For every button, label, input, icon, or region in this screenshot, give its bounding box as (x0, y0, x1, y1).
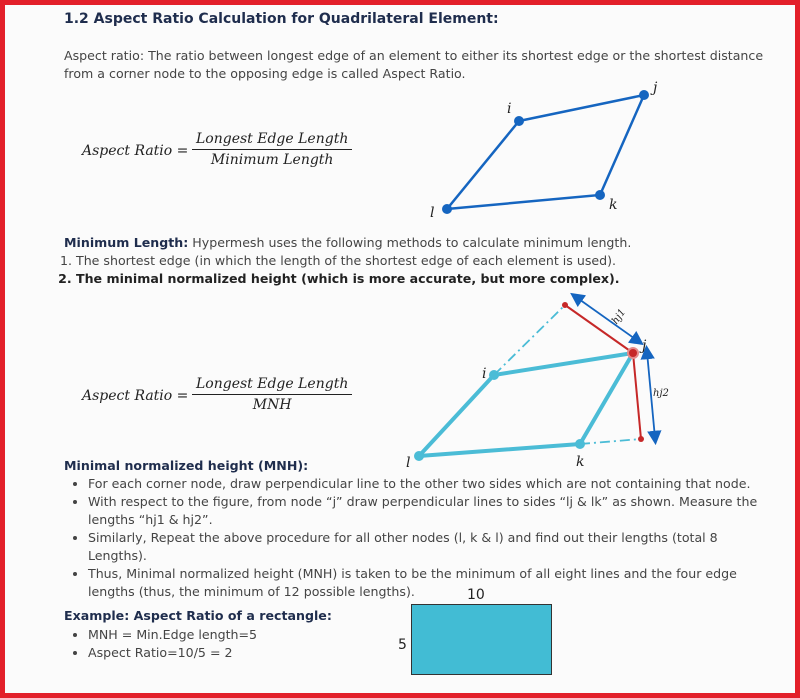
list-item: • With respect to the figure, from node “j” draw perpendicular lines to sides “lj & lk” as shown. Measure the lengths “hj1 & hj2”. (88, 493, 766, 529)
perpendicular-hj2 (633, 353, 641, 439)
node-l-dot (414, 451, 424, 461)
hj2-label: hj2 (653, 388, 669, 399)
formula2-lhs: Aspect Ratio = (82, 388, 189, 404)
node-l-label: l (430, 205, 435, 221)
foot-hj2-dot (638, 436, 644, 442)
example-rectangle (411, 604, 552, 675)
mnh-heading: Minimal normalized height (MNH): (64, 458, 309, 473)
minimum-length-heading: Minimum Length: (64, 235, 189, 250)
rect-width-label: 10 (467, 587, 485, 603)
formula2-fraction (192, 376, 352, 413)
intro-line-2: from a corner node to the opposing edge is called Aspect Ratio. (64, 66, 466, 81)
node-k-label: k (609, 197, 618, 213)
quad-diagram-1 (420, 78, 680, 228)
formula2-numerator: Longest Edge Length (192, 376, 352, 395)
node-j-label: j (653, 80, 658, 96)
node-k-dot (595, 190, 605, 200)
formula1-lhs: Aspect Ratio = (82, 143, 189, 159)
minimum-length-text: Hypermesh uses the following methods to calculate minimum length. (188, 235, 632, 250)
list-item: • Similarly, Repeat the above procedure for all other nodes (l, k & l) and find out their lengths (total 8 Lengths). (88, 529, 766, 565)
quad-diagram-2 (400, 292, 680, 472)
extension-line-lk (580, 439, 641, 444)
formula1-numerator: Longest Edge Length (192, 131, 352, 150)
node-i-dot (489, 370, 499, 380)
node-i-label: i (482, 366, 487, 382)
node-l-label: l (406, 455, 411, 471)
list-item: • MNH = Min.Edge length=5 (88, 626, 257, 644)
node-l-dot (442, 204, 452, 214)
example-bullet-list (66, 626, 257, 662)
node-j-dot (639, 90, 649, 100)
list-item: 1. The shortest edge (in which the length of the shortest edge of each element is used). (76, 252, 620, 270)
hj1-label: hj1 (610, 307, 629, 327)
mnh-bullet-list (66, 475, 766, 601)
node-i-dot (514, 116, 524, 126)
formula1-denominator: Minimum Length (210, 152, 334, 168)
formula1-fraction (192, 131, 352, 168)
node-j-label: j (642, 338, 647, 354)
node-k-dot (575, 439, 585, 449)
list-item: • Thus, Minimal normalized height (MNH) is taken to be the minimum of all eight lines and the four edge lengths (thus, the minimum of 12 possible lengths). (88, 565, 766, 601)
list-item: 2. The minimal normalized height (which is more accurate, but more complex). (76, 270, 620, 288)
quad-2-edges (419, 353, 633, 456)
node-j-dot (628, 348, 638, 358)
node-i-label: i (507, 101, 512, 117)
list-item: • Aspect Ratio=10/5 = 2 (88, 644, 257, 662)
list-item: • For each corner node, draw perpendicular line to the other two sides which are not containing that node. (88, 475, 766, 493)
section-title: 1.2 Aspect Ratio Calculation for Quadrilateral Element: (64, 11, 499, 27)
example-heading: Example: Aspect Ratio of a rectangle: (64, 608, 332, 623)
minimum-length-list (52, 252, 620, 288)
quad-1-edges (447, 95, 644, 209)
foot-hj1-dot (562, 302, 568, 308)
formula2-denominator: MNH (252, 397, 292, 413)
minimum-length-line (64, 234, 631, 252)
node-k-label: k (576, 454, 585, 470)
rect-height-label: 5 (398, 637, 407, 653)
intro-line-1: Aspect ratio: The ratio between longest edge of an element to either its shortest edge or the shortest distance (64, 48, 764, 63)
